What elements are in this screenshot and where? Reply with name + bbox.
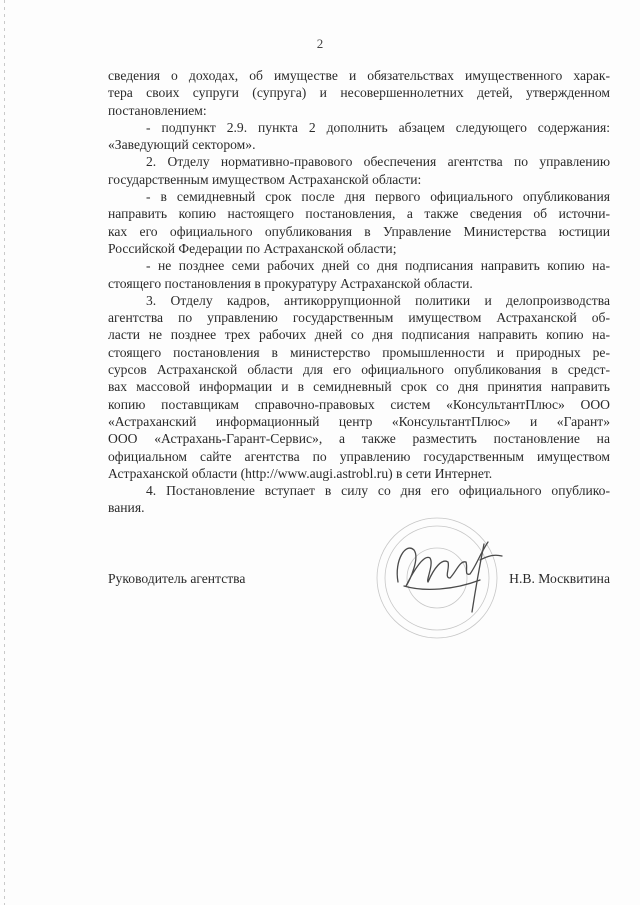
body-line: официальном сайте агентства по управлению государственным имуществом — [108, 448, 610, 464]
body-line: вания. — [108, 500, 145, 516]
signatory-name: Н.В. Москвитина — [509, 571, 610, 586]
body-line: ласти не позднее трех рабочих дней со дня подписания направить копию на- — [108, 327, 610, 343]
body-line: направить копию настоящего постановления, а также сведения об источни- — [108, 206, 610, 222]
body-line: тера своих супруги (супруга) и несовершеннолетних детей, утвержденном — [108, 85, 610, 101]
body-line: «Астраханский информационный центр «КонсультантПлюс» и «Гарант» — [108, 413, 610, 429]
body-line: вах массовой информации и в семидневный срок со дня принятия направить — [108, 379, 610, 395]
body-line: ООО «Астрахань-Гарант-Сервис», а также разместить постановление на — [108, 431, 610, 447]
body-line: государственным имуществом Астраханской области: — [108, 171, 422, 187]
body-line: «Заведующий сектором». — [108, 137, 256, 153]
body-line: ках его официального опубликования в Управление Министерства юстиции — [108, 223, 610, 239]
body-line: 3. Отделу кадров, антикоррупционной политики и делопроизводства — [146, 292, 610, 308]
body-line: Астраханской области (http://www.augi.astrobl.ru) в сети Интернет. — [108, 465, 493, 481]
body-line: - не позднее семи рабочих дней со дня подписания направить копию на- — [146, 258, 610, 274]
page-number: 2 — [316, 36, 324, 51]
body-line: - подпункт 2.9. пункта 2 дополнить абзацем следующего содержания: — [146, 119, 610, 135]
signature-block — [108, 571, 610, 591]
body-line: копию поставщикам справочно-правовых систем «КонсультантПлюс» ООО — [108, 396, 610, 412]
handwritten-signature — [384, 520, 514, 620]
body-line: 4. Постановление вступает в силу со дня его официального опублико- — [146, 483, 610, 499]
body-line: сурсов Астраханской области для его официального опубликования в средст- — [108, 362, 610, 378]
body-line: - в семидневный срок после дня первого официального опубликования — [146, 189, 610, 205]
body-line: постановлением: — [108, 102, 207, 118]
body-line: сведения о доходах, об имуществе и обязательствах имущественного харак- — [108, 68, 610, 83]
body-line: агентства по управлению государственным имуществом Астраханской об- — [108, 310, 610, 326]
document-body — [108, 67, 610, 517]
body-line: Российской Федерации по Астраханской области; — [108, 240, 397, 256]
scan-edge-line — [4, 0, 5, 905]
signatory-title: Руководитель агентства — [108, 571, 246, 586]
body-line: стоящего постановления в министерство промышленности и природных ре- — [108, 344, 610, 360]
body-line: стоящего постановления в прокуратуру Астраханской области. — [108, 275, 473, 291]
body-line: 2. Отделу нормативно-правового обеспечения агентства по управлению — [146, 154, 610, 170]
